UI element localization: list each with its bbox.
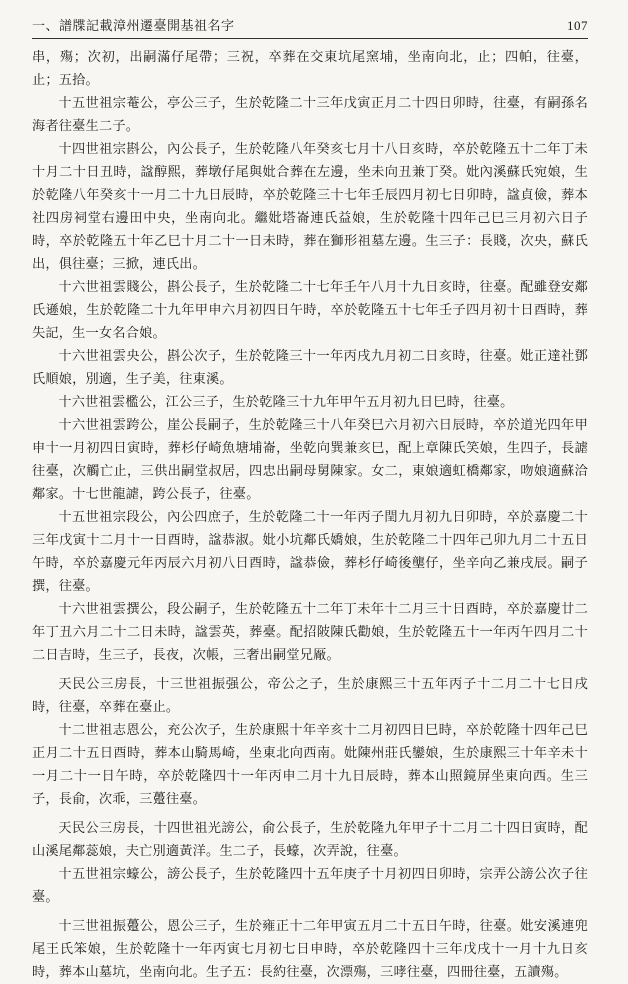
paragraph: 天民公三房長，十四世祖光謗公，俞公長子，生於乾隆九年甲子十二月二十四日寅時，配山溪尾鄰蕊娘，夫亡別適黃洋。生二子，長蠔，次弄說，往臺。 <box>32 821 588 859</box>
page-number: 107 <box>567 18 588 33</box>
paragraph: 十三世祖振躉公，恩公三子，生於雍正十二年甲寅五月二十五日午時，往臺。妣安溪連兜尾王氏笨娘，生於乾隆十一年丙寅七月初七日申時，卒於乾隆四十三年戊戌十一月十九日亥時，葬本山墓坑，坐南向北。生子五：長約往臺，次漂殤，三哮往臺，四冊往臺，五讀殤。 <box>32 919 588 980</box>
paragraph: 十四世祖宗斟公，內公長子，生於乾隆八年癸亥七月十八日亥時，卒於乾隆五十二年丁未十月二十日丑時，諡醇熙，葬墩仔尾與妣合葬在左邊，坐未向丑兼丁癸。妣內溪蘇氏宛娘，生於乾隆八年癸亥十一月二十九日辰時，卒於乾隆三十七年壬辰四月初七日卯時，諡貞儉，葬本社四房祠堂右邊田中央，坐南向北。繼妣塔崙連氏益娘，生於乾隆十四年己巳三月初六日子時，卒於乾隆五十年乙巳十月二十一日未時，葬在獅形祖墓左邊。生三子：長賤，次央，蘇氏出，俱往臺；三掀，連氏出。 <box>32 142 588 272</box>
running-header <box>32 0 588 34</box>
paragraph: 十五世祖宗菴公，亭公三子，生於乾隆二十三年戊寅正月二十四日卯時，往臺，有嗣孫名海者往臺生二子。 <box>32 96 588 134</box>
chapter-title: 一、譜牒記載漳州遷臺開基祖名字 <box>32 19 235 34</box>
paragraph: 十二世祖志恩公，充公次子，生於康熙十年辛亥十二月初四日巳時，卒於乾隆十四年己巳正月二十五日酉時，葬本山騎馬崎，坐東北向西南。妣陳州莊氏鑾娘，生於康熙三十年辛未十一月二十一日午時，卒於乾隆四十一年丙申二月十九日辰時，葬本山照鏡屏坐東向西。生三子，長俞，次乖，三躉往臺。 <box>32 723 588 807</box>
paragraph: 十六世祖雲跨公，崖公長嗣子，生於乾隆三十八年癸巳六月初六日辰時，卒於道光四年甲申十一月初四日寅時，葬杉仔崎魚塘埔崙，坐乾向巽兼亥巳，配上章陳氏笑娘，生四子，長謔往臺，次觸亡止，三供出嗣堂叔居，四忠出嗣母舅陳家。女二，東娘適虹橋鄰家，吻娘適蘇洽鄰家。十七世龍謔，跨公長子，往臺。 <box>32 418 588 502</box>
paragraph: 十五世祖宗蠔公，謗公長子，生於乾隆四十五年庚子十月初四日卯時，宗弄公謗公次子往臺。 <box>32 867 588 905</box>
paragraph: 十六世祖雲賤公，斟公長子，生於乾隆二十七年壬午八月十九日亥時，往臺。配雖登安鄰氏遜娘，生於乾隆二十九年甲申六月初四日午時，卒於乾隆五十七年壬子四月初十日酉時，葬失記，生一女名合娘。 <box>32 280 588 341</box>
paragraph: 串，殤；次初，出嗣滿仔尾帶；三祝，卒葬在交東坑尾窯埔，坐南向北，止；四帕，往臺，止；五拾。 <box>32 50 588 88</box>
paragraph: 十六世祖雲檻公，江公三子，生於乾隆三十九年甲午五月初九日巳時，往臺。 <box>58 395 514 410</box>
paragraph: 十六世祖雲撰公，段公嗣子，生於乾隆五十二年丁未年十二月三十日酉時，卒於嘉慶廿二年丁丑六月二十二日未時，諡雲英，葬臺。配招陂陳氏勸娘，生於乾隆五十一年丙午四月二十二日吉時，生三子，長夜，次帳，三奢出嗣堂兄厰。 <box>32 602 588 663</box>
header-rule <box>32 38 588 39</box>
paragraph: 天民公三房長，十三世祖振强公，帝公之子，生於康熙三十五年丙子十二月二十七日戌時，往臺，卒葬在臺止。 <box>32 677 588 715</box>
paragraph: 十六世祖雲央公，斟公次子，生於乾隆三十一年丙戌九月初二日亥時，往臺。妣正達社鄧氏順娘，別適，生子美，往東溪。 <box>32 349 588 387</box>
paragraph: 十五世祖宗段公，內公四庶子，生於乾隆二十一年丙子閏九月初九日卯時，卒於嘉慶二十三年戊寅十二月十一日酉時，諡恭淑。妣小坑鄰氏嬌娘，生於乾隆二十四年己卯九月二十五日午時，卒於嘉慶元年丙辰六月初八日酉時，諡恭儉，葬杉仔崎後壟仔，坐辛向乙兼戌辰。嗣子撰，往臺。 <box>32 510 588 594</box>
body-text <box>32 46 588 984</box>
